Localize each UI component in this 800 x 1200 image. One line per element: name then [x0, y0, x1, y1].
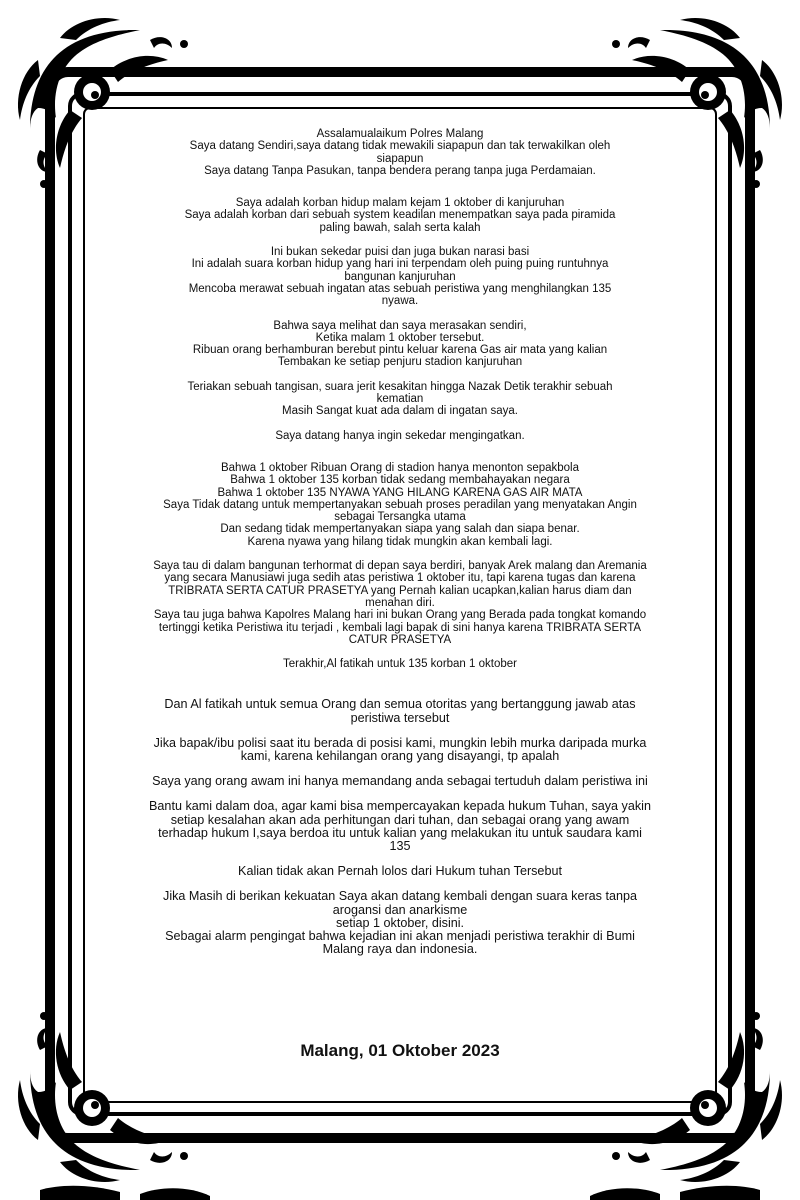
- line: bangunan kanjuruhan: [344, 270, 456, 283]
- line: Jika Masih di berikan kekuatan Saya akan datang kembali dengan suara keras tanpa: [163, 889, 637, 904]
- line: Saya datang hanya ingin sekedar mengingatkan.: [275, 429, 525, 442]
- line: Saya tau juga bahwa Kapolres Malang hari ini bukan Orang yang Berada pada tongkat komando: [153, 609, 647, 622]
- line: setiap kesalahan akan ada perhitungan dari tuhan, dan sebagai orang yang awam: [170, 812, 630, 827]
- line: Masih Sangat kuat ada dalam di ingatan saya.: [282, 405, 518, 418]
- line: arogansi dan anarkisme: [332, 902, 468, 917]
- signature-line: Malang, 01 Oktober 2023: [300, 1041, 500, 1060]
- line: TRIBRATA SERTA CATUR PRASETYA yang Pernah kalian ucapkan,kalian harus diam dan: [168, 584, 632, 597]
- line: nyawa.: [381, 295, 419, 308]
- line: Ketika malam 1 oktober tersebut.: [315, 331, 485, 344]
- line: Bahwa saya melihat dan saya merasakan sendiri,: [273, 319, 527, 332]
- line: kami, karena kehilangan orang yang disayangi, tp apalah: [240, 749, 560, 763]
- line: Malang raya dan indonesia.: [322, 942, 478, 957]
- line: Saya datang Tanpa Pasukan, tanpa bendera perang tanpa juga Perdamaian.: [204, 164, 596, 177]
- line: Saya Tidak datang untuk mempertanyakan sebuah proses peradilan yang menyatakan Angin: [163, 498, 637, 511]
- line: kematian: [376, 393, 424, 406]
- greeting: Assalamualaikum Polres Malang: [316, 128, 484, 140]
- line: Bantu kami dalam doa, agar kami bisa mempercayakan kepada hukum Tuhan, saya yakin: [149, 799, 651, 814]
- line: Bahwa 1 oktober 135 korban tidak sedang membahayakan negara: [230, 474, 570, 487]
- line: Jika bapak/ibu polisi saat itu berada di posisi kami, mungkin lebih murka daripada murka: [153, 735, 647, 750]
- line: Sebagai alarm pengingat bahwa kejadian ini akan menjadi peristiwa terakhir di Bumi: [165, 929, 635, 944]
- line: Saya adalah korban dari sebuah system keadilan menempatkan saya pada piramida: [184, 209, 616, 222]
- line: Teriakan sebuah tangisan, suara jerit kesakitan hingga Nazak Detik terakhir sebuah: [187, 380, 613, 393]
- line: Ini adalah suara korban hidup yang hari ini terpendam oleh puing puing runtuhnya: [191, 258, 609, 271]
- line: Saya yang orang awam ini hanya memandang anda sebagai tertuduh dalam peristiwa ini: [152, 774, 648, 789]
- line: Tembakan ke setiap penjuru stadion kanjuruhan: [277, 356, 523, 369]
- line: Terakhir,Al fatikah untuk 135 korban 1 oktober: [283, 658, 517, 671]
- line: Ribuan orang berhamburan berebut pintu keluar karena Gas air mata yang kalian: [192, 344, 608, 357]
- line: Dan sedang tidak mempertanyakan siapa yang salah dan siapa benar.: [220, 523, 580, 536]
- line: 135: [389, 839, 411, 854]
- line: Kalian tidak akan Pernah lolos dari Hukum tuhan Tersebut: [238, 864, 562, 879]
- line: Ini bukan sekedar puisi dan juga bukan narasi basi: [270, 246, 530, 259]
- line: Saya tau di dalam bangunan terhormat di depan saya berdiri, banyak Arek malang dan Aremania: [153, 560, 647, 573]
- line: peristiwa tersebut: [350, 710, 450, 725]
- line: menahan diri.: [365, 596, 435, 609]
- line: Mencoba merawat sebuah ingatan atas sebuah peristiwa yang menghilangkan 135: [188, 282, 612, 295]
- letter-body: [120, 128, 680, 956]
- line: Bahwa 1 oktober Ribuan Orang di stadion hanya menonton sepakbola: [220, 461, 580, 474]
- line: Karena nyawa yang hilang tidak mungkin akan kembali lagi.: [247, 535, 553, 548]
- line: Dan Al fatikah untuk semua Orang dan semua otoritas yang bertanggung jawab atas: [164, 697, 636, 712]
- line: siapapun: [376, 152, 424, 165]
- line: setiap 1 oktober, disini.: [335, 915, 465, 930]
- line: sebagai Tersangka utama: [334, 511, 466, 524]
- line: paling bawah, salah serta kalah: [319, 221, 481, 234]
- line: tertinggi ketika Peristiwa itu terjadi , kembali lagi bapak di sini hanya karena TRIBRATA SERTA: [158, 621, 642, 634]
- line: Bahwa 1 oktober 135 NYAWA YANG HILANG KARENA GAS AIR MATA: [217, 486, 583, 499]
- line: Saya datang Sendiri,saya datang tidak mewakili siapapun dan tak terwakilkan oleh: [189, 140, 611, 153]
- line: CATUR PRASETYA: [348, 633, 452, 646]
- line: Saya adalah korban hidup malam kejam 1 oktober di kanjuruhan: [235, 197, 565, 210]
- line: yang secara Manusiawi juga sedih atas peristiwa 1 oktober itu, tapi karena tugas dan karena: [164, 572, 636, 585]
- line: terhadap hukum I,saya berdoa itu untuk kalian yang melakukan itu untuk saudara kami: [158, 825, 642, 840]
